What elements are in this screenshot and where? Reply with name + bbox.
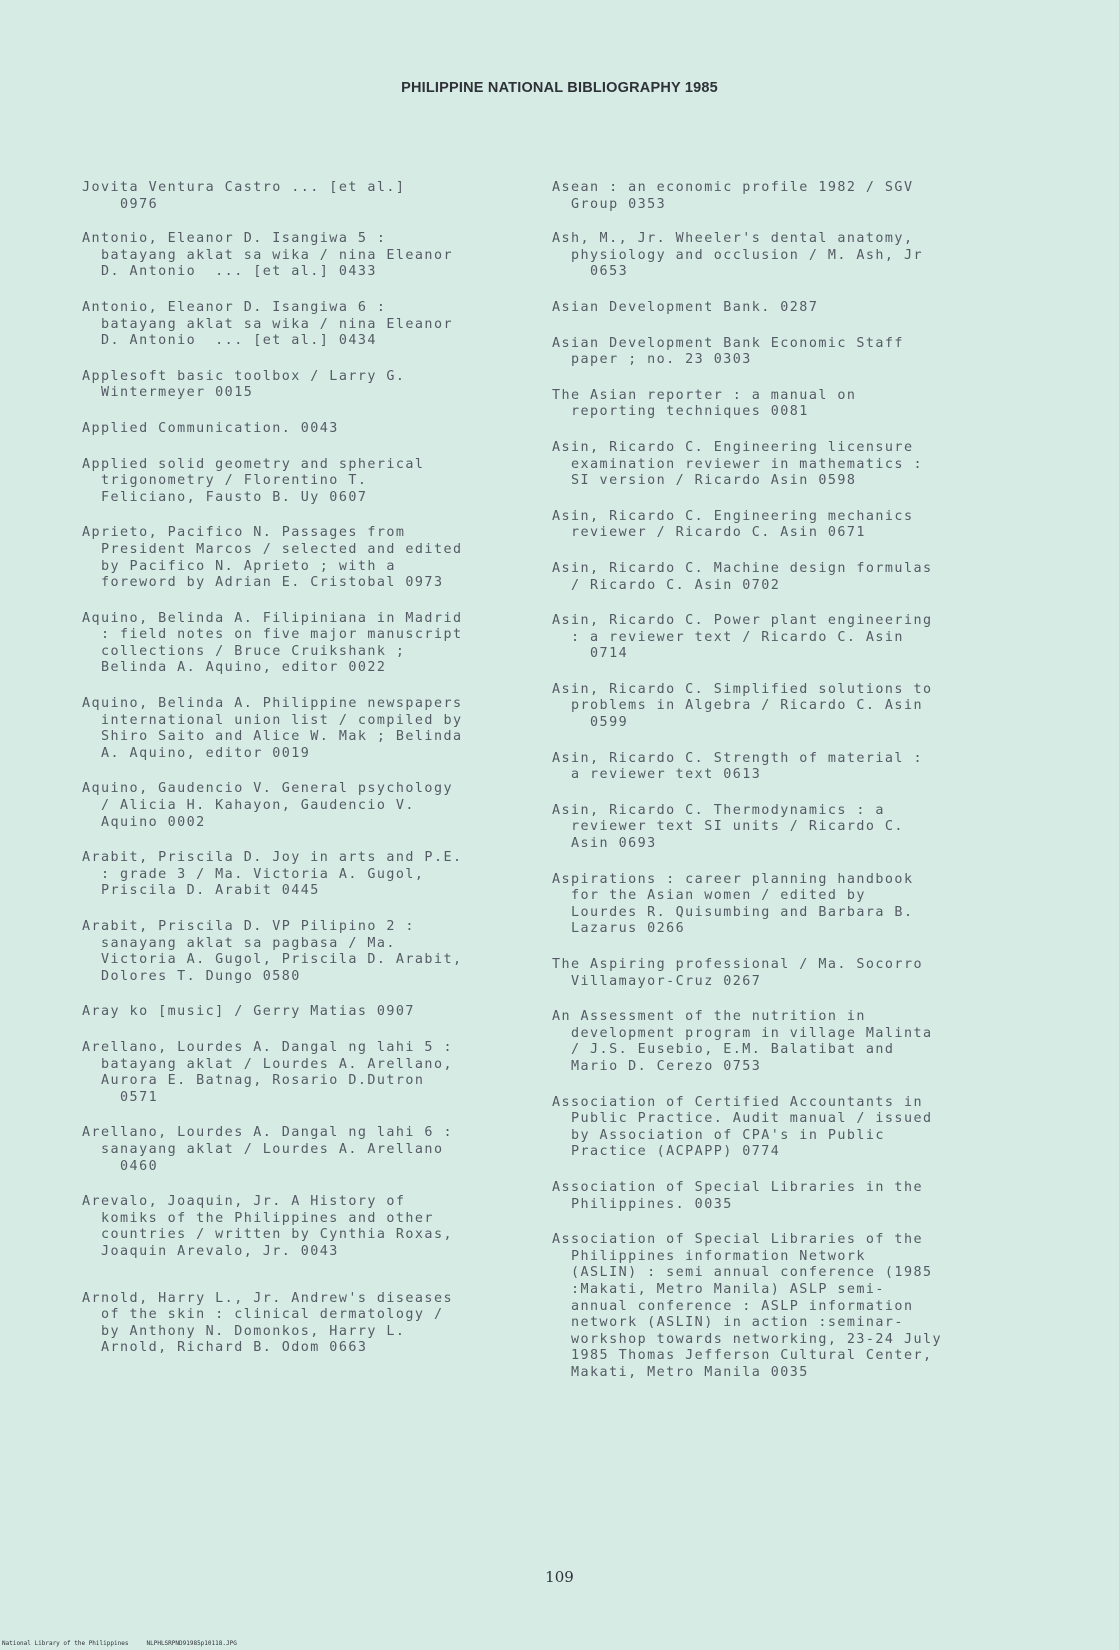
bib-entry: Asin, Ricardo C. Thermodynamics : a reviewer text SI units / Ricardo C. Asin 0693 — [552, 802, 904, 852]
bib-entry: Antonio, Eleanor D. Isangiwa 5 : batayang aklat sa wika / nina Eleanor D. Antonio ... [et al.] 0433 — [82, 231, 453, 280]
footer-caption: National Library of the Philippines NLPHLSRPND91985p10118.JPG — [2, 1640, 237, 1647]
bib-entry: Applesoft basic toolbox / Larry G. Wintermeyer 0015 — [82, 368, 406, 401]
bib-entry: Asian Development Bank. 0287 — [552, 299, 819, 315]
right-column — [552, 180, 1022, 1381]
bib-entry: Aquino, Belinda A. Philippine newspapers international union list / compiled by Shiro Saito and Alice W. Mak ; Belinda A. Aquino, editor 0019 — [82, 696, 463, 761]
bib-entry: Aquino, Gaudencio V. General psychology / Alicia H. Kahayon, Gaudencio V. Aquino 0002 — [82, 781, 453, 830]
page-number: 109 — [545, 1568, 574, 1586]
bib-entry: Arabit, Priscila D. VP Pilipino 2 : sanayang aklat sa pagbasa / Ma. Victoria A. Gugol, Priscila D. Arabit, Dolores T. Dungo 0580 — [82, 919, 463, 984]
bib-entry: Asin, Ricardo C. Engineering mechanics reviewer / Ricardo C. Asin 0671 — [552, 508, 914, 541]
bib-entry: Arevalo, Joaquin, Jr. A History of komiks of the Philippines and other countries / written by Cynthia Roxas, Joaquin Arevalo, Jr. 0043 — [82, 1194, 453, 1259]
bib-entry: Arellano, Lourdes A. Dangal ng lahi 5 : batayang aklat / Lourdes A. Arellano, Aurora E. Batnag, Rosario D.Dutron 0571 — [82, 1039, 453, 1105]
bib-entry: The Asian reporter : a manual on reporting techniques 0081 — [552, 387, 857, 420]
bib-entry: Aquino, Belinda A. Filipiniana in Madrid : field notes on five major manuscript collections / Bruce Cruikshank ; Belinda A. Aquino, editor 0022 — [82, 610, 463, 676]
bib-entry: Arabit, Priscila D. Joy in arts and P.E. : grade 3 / Ma. Victoria A. Gugol, Priscila D. Arabit 0445 — [82, 850, 463, 899]
bib-entry: Association of Certified Accountants in Public Practice. Audit manual / issued by Association of CPA's in Public Practice (ACPAPP) 0774 — [552, 1094, 933, 1160]
bib-entry: Asian Development Bank Economic Staff paper ; no. 23 0303 — [552, 335, 904, 368]
bib-entry: Asin, Ricardo C. Machine design formulas / Ricardo C. Asin 0702 — [552, 560, 933, 593]
bib-entry: Applied solid geometry and spherical trigonometry / Florentino T. Feliciano, Fausto B. Uy 0607 — [82, 456, 425, 505]
bib-entry: Asin, Ricardo C. Strength of material : a reviewer text 0613 — [552, 750, 923, 783]
bib-entry: Asin, Ricardo C. Simplified solutions to problems in Algebra / Ricardo C. Asin 0599 — [552, 681, 933, 731]
bib-entry: Ash, M., Jr. Wheeler's dental anatomy, physiology and occlusion / M. Ash, Jr 0653 — [552, 231, 923, 280]
bib-entry: Arellano, Lourdes A. Dangal ng lahi 6 : sanayang aklat / Lourdes A. Arellano 0460 — [82, 1125, 453, 1174]
bib-entry: Arnold, Harry L., Jr. Andrew's diseases of the skin : clinical dermatology / by Anthony N. Domonkos, Harry L. Arnold, Richard B. Odom 0663 — [82, 1290, 453, 1356]
bib-entry: Antonio, Eleanor D. Isangiwa 6 : batayang aklat sa wika / nina Eleanor D. Antonio ... [et al.] 0434 — [82, 299, 453, 349]
bib-entry: Jovita Ventura Castro ... [et al.] 0976 — [82, 180, 406, 212]
bib-entry: Asin, Ricardo C. Engineering licensure examination reviewer in mathematics : SI version / Ricardo Asin 0598 — [552, 439, 923, 489]
bib-entry: The Aspiring professional / Ma. Socorro Villamayor-Cruz 0267 — [552, 957, 923, 989]
left-column — [82, 180, 552, 1357]
bib-entry: Applied Communication. 0043 — [82, 420, 339, 436]
bib-entry: Association of Special Libraries of the Philippines information Network (ASLIN) : semi annual conference (1985 :Makati, Metro Manila) ASLP semi- annual conference : ASLP information network (ASLIN) in action :seminar- workshop towards networking, 23-24 July 1985 Thomas Jefferson Cultural Center, Makati, Metro Manila 0035 — [552, 1232, 942, 1380]
bib-entry: Association of Special Libraries in the Philippines. 0035 — [552, 1179, 923, 1212]
bib-entry: Asin, Ricardo C. Power plant engineering : a reviewer text / Ricardo C. Asin 0714 — [552, 613, 933, 662]
bib-entry: Aray ko [music] / Gerry Matias 0907 — [82, 1004, 415, 1020]
bib-entry: An Assessment of the nutrition in development program in village Malinta / J.S. Eusebio, E.M. Balatibat and Mario D. Cerezo 0753 — [552, 1009, 933, 1074]
page-header: PHILIPPINE NATIONAL BIBLIOGRAPHY 1985 — [401, 80, 718, 96]
bib-entry: Asean : an economic profile 1982 / SGV Group 0353 — [552, 180, 914, 212]
bib-entry: Aprieto, Pacifico N. Passages from President Marcos / selected and edited by Pacifico N. Aprieto ; with a foreword by Adrian E. Cristobal 0973 — [82, 525, 463, 591]
bib-entry: Aspirations : career planning handbook for the Asian women / edited by Lourdes R. Quisumbing and Barbara B. Lazarus 0266 — [552, 871, 914, 937]
